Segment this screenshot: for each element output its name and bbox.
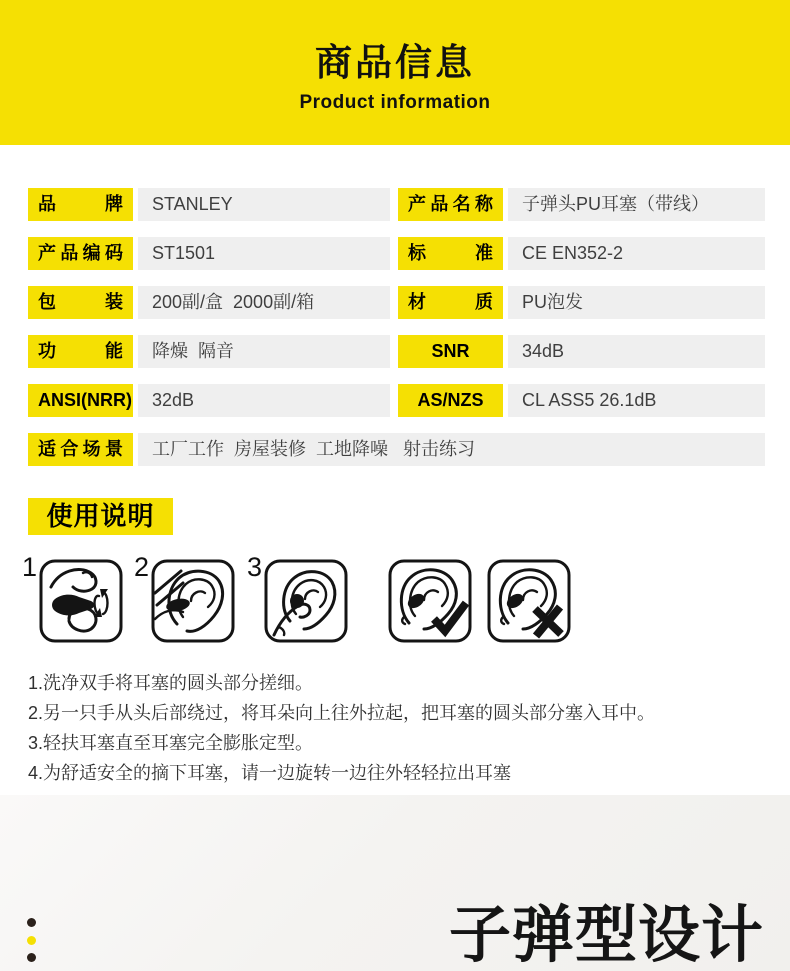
decorative-dot-yellow [27, 936, 36, 945]
step-number-1: 1 [22, 552, 38, 582]
spec-value-snr: 34dB [508, 335, 765, 368]
spec-label-product-name: 产品名称 [398, 188, 503, 221]
spec-label-material: 材 质 [398, 286, 503, 319]
instruction-line-3: 3.轻扶耳塞直至耳塞完全膨胀定型。 [28, 733, 314, 753]
decorative-dot-dark-top [27, 918, 36, 927]
spec-label-product-code: 产品编码 [28, 237, 133, 270]
step-number-2: 2 [134, 552, 150, 582]
pull-ear-insert-icon [150, 558, 236, 644]
page-subtitle: Product information [299, 91, 491, 113]
usage-instructions [28, 668, 768, 788]
decorative-dot-dark-bottom [27, 953, 36, 962]
spec-label-snr: SNR [398, 335, 503, 368]
product-info-header [0, 0, 790, 145]
spec-value-product-name: 子弹头PU耳塞（带线） [508, 188, 765, 221]
correct-wear-icon [387, 558, 473, 644]
instruction-line-4: 4.为舒适安全的摘下耳塞，请一边旋转一边往外轻轻拉出耳塞 [28, 763, 512, 783]
page-title: 商品信息 [315, 41, 475, 83]
spec-label-brand: 品 牌 [28, 188, 133, 221]
design-section [0, 795, 790, 971]
hold-earplug-icon [263, 558, 349, 644]
spec-label-as-nzs: AS/NZS [398, 384, 503, 417]
spec-label-ansi-nrr: ANSI(NRR) [28, 384, 133, 417]
spec-label-scenarios: 适合场景 [28, 433, 133, 466]
spec-label-function: 功 能 [28, 335, 133, 368]
spec-value-as-nzs: CL ASS5 26.1dB [508, 384, 765, 417]
spec-value-ansi-nrr: 32dB [138, 384, 390, 417]
spec-value-scenarios: 工厂工作 房屋装修 工地降噪 射击练习 [138, 433, 765, 466]
usage-steps-row [0, 552, 790, 652]
spec-value-standard: CE EN352-2 [508, 237, 765, 270]
spec-label-packaging: 包 装 [28, 286, 133, 319]
spec-value-function: 降燥 隔音 [138, 335, 390, 368]
roll-earplug-icon [38, 558, 124, 644]
instruction-line-2: 2.另一只手从头后部绕过，将耳朵向上往外拉起，把耳塞的圆头部分塞入耳中。 [28, 703, 656, 723]
instruction-line-1: 1.洗净双手将耳塞的圆头部分搓细。 [28, 673, 314, 693]
spec-label-standard: 标 准 [398, 237, 503, 270]
spec-value-packaging: 200副/盒 2000副/箱 [138, 286, 390, 319]
spec-value-material: PU泡发 [508, 286, 765, 319]
usage-section-heading: 使用说明 [28, 498, 173, 535]
design-headline: 子弹型设计 [448, 901, 764, 970]
spec-value-product-code: ST1501 [138, 237, 390, 270]
incorrect-wear-icon [486, 558, 572, 644]
step-number-3: 3 [247, 552, 263, 582]
spec-value-brand: STANLEY [138, 188, 390, 221]
